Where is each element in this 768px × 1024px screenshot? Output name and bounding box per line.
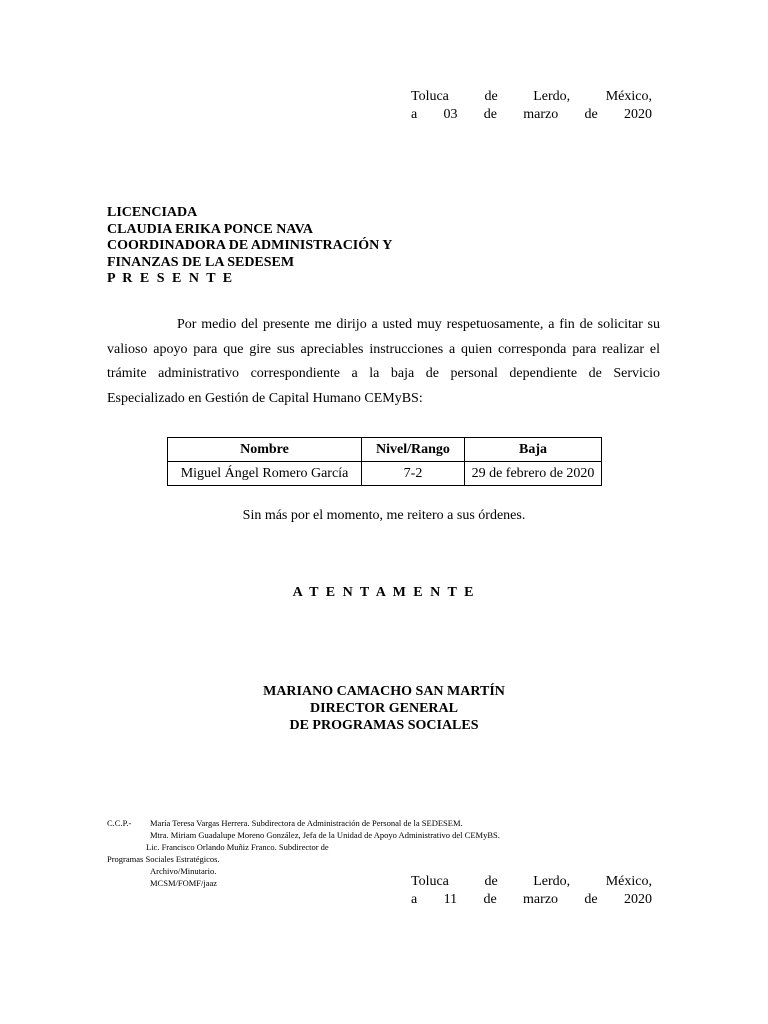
- date-word: marzo: [523, 107, 559, 122]
- presente-label: P R E S E N T E: [107, 271, 235, 286]
- date-word: Lerdo,: [533, 874, 571, 889]
- ccp-line: María Teresa Vargas Herrera. Subdirectora de Administración de Personal de la SEDESEM.: [150, 818, 463, 828]
- signer-title: DIRECTOR GENERAL: [310, 701, 458, 716]
- date-word: de: [483, 107, 497, 122]
- date-word: Toluca: [411, 89, 449, 104]
- date-word: Lerdo,: [533, 89, 571, 104]
- date-word: de: [484, 874, 498, 889]
- date-word: a: [411, 107, 418, 122]
- ccp-initials: MCSM/FOMF/jaaz: [150, 878, 218, 888]
- date-word: de: [584, 107, 598, 122]
- addressee-name: CLAUDIA ERIKA PONCE NAVA: [107, 221, 314, 237]
- table-row: [168, 462, 602, 486]
- date-word: 11: [443, 892, 458, 907]
- date-word: de: [584, 892, 598, 907]
- date-word: marzo: [523, 892, 559, 907]
- atentamente-label: A T E N T A M E N T E: [292, 585, 476, 600]
- date-word: de: [483, 892, 497, 907]
- staff-table: [167, 437, 602, 486]
- date-word: a: [411, 892, 418, 907]
- addressee-position: COORDINADORA DE ADMINISTRACIÓN Y: [107, 238, 393, 253]
- footer-date: [411, 873, 652, 909]
- footer-date-line2: [411, 891, 652, 909]
- ccp-line: Lic. Francisco Orlando Muñiz Franco. Subdirector de: [146, 842, 329, 852]
- header-date-line1: [411, 88, 652, 106]
- date-word: Toluca: [411, 874, 449, 889]
- addressee-title: LICENCIADA: [107, 205, 198, 220]
- date-word: 03: [443, 107, 458, 122]
- table-header-row: [168, 438, 602, 462]
- column-header-baja: Baja: [465, 438, 602, 462]
- addressee-position-cont: FINANZAS DE LA SEDESEM: [107, 254, 295, 270]
- signature-block: [0, 683, 768, 734]
- cell-baja: 29 de febrero de 2020: [465, 462, 602, 486]
- signer-name: MARIANO CAMACHO SAN MARTÍN: [263, 684, 505, 699]
- date-word: 2020: [624, 892, 652, 907]
- cell-nombre: Miguel Ángel Romero García: [168, 462, 362, 486]
- closing-text: Sin más por el momento, me reitero a sus órdenes.: [242, 508, 526, 523]
- date-word: México,: [605, 874, 652, 889]
- column-header-nombre: Nombre: [168, 438, 362, 462]
- signer-title-cont: DE PROGRAMAS SOCIALES: [289, 718, 479, 733]
- body-paragraph: Por medio del presente me dirijo a usted muy respetuosamente, a fin de solicitar su valioso apoyo para que gire sus apreciables instrucciones a quien corresponda para realizar el trámite administrativo correspondiente a la baja de personal dependiente de Servicio Especializado en Gestión de Capital Humano CEMyBS:: [107, 317, 660, 406]
- date-word: México,: [605, 89, 652, 104]
- date-word: de: [484, 89, 498, 104]
- ccp-archive: Archivo/Minutario.: [150, 866, 217, 876]
- cell-nivel: 7-2: [362, 462, 465, 486]
- addressee-block: [107, 205, 392, 288]
- header-date: [411, 88, 652, 124]
- header-date-line2: [411, 106, 652, 124]
- date-word: 2020: [623, 107, 652, 122]
- ccp-line: Programas Sociales Estratégicos.: [107, 854, 220, 864]
- column-header-nivel: Nivel/Rango: [362, 438, 465, 462]
- footer-date-line1: [411, 873, 652, 891]
- ccp-line: Mtra. Miriam Guadalupe Moreno González, Jefa de la Unidad de Apoyo Administrativo del CEMyBS.: [150, 830, 500, 840]
- ccp-label: C.C.P.-: [107, 818, 132, 828]
